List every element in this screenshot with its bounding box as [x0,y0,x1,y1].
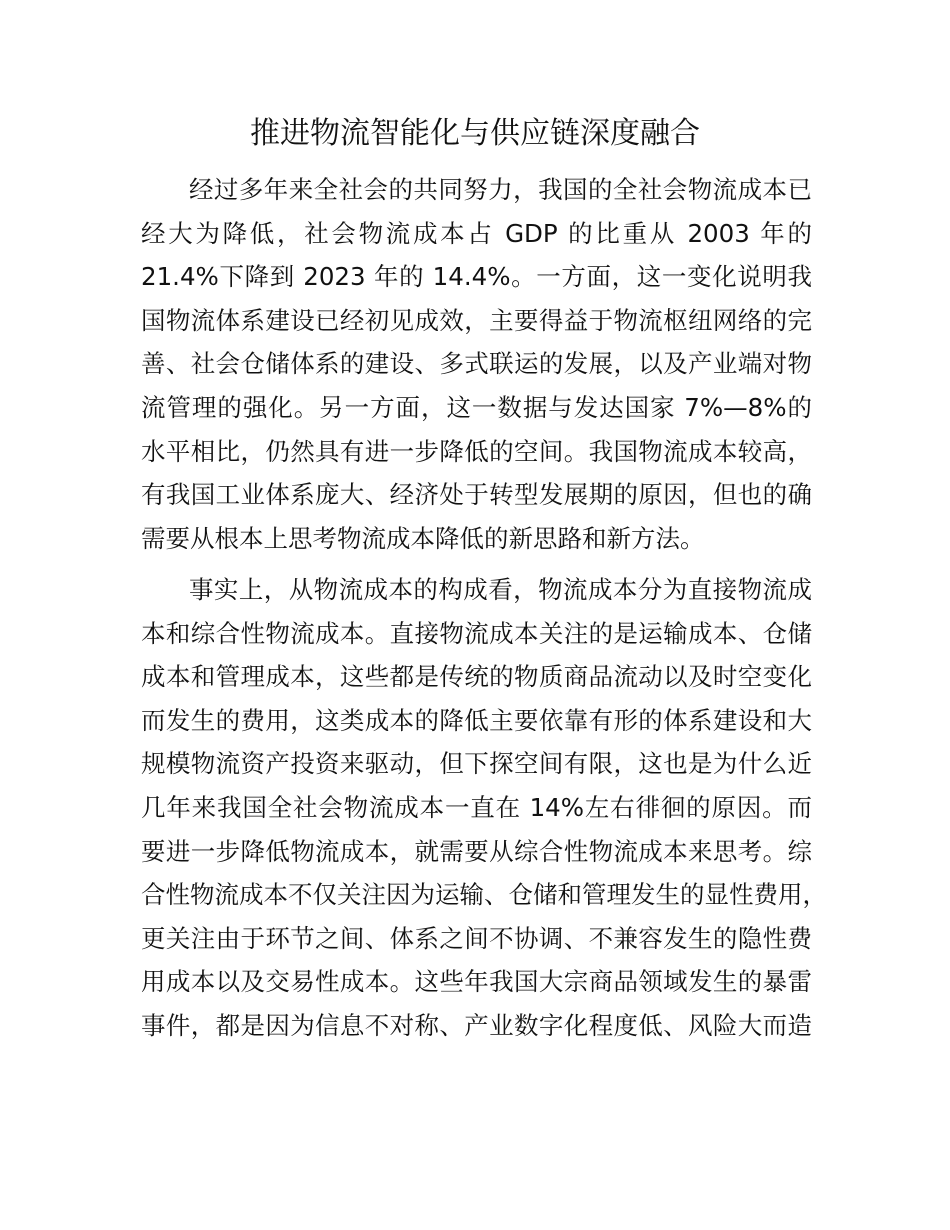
text-line: 水平相比，仍然具有进一步降低的空间。我国物流成本较高， [141,436,812,466]
paragraph-2 [141,568,827,1048]
text-line: 几年来我国全社会物流成本一直在 14%左右徘徊的原因。而 [141,792,812,822]
text-line: 更关注由于环节之间、体系之间不协调、不兼容发生的隐性费 [141,923,812,953]
text-line: 合性物流成本不仅关注因为运输、仓储和管理发生的显性费用， [141,880,827,910]
text-line: 21.4%下降到 2023 年的 14.4%。一方面，这一变化说明我 [141,262,812,292]
text-line: 事实上，从物流成本的构成看，物流成本分为直接物流成 [189,575,812,604]
text-line: 有我国工业体系庞大、经济处于转型发展期的原因，但也的确 [141,480,812,510]
text-line: 事件，都是因为信息不对称、产业数字化程度低、风险大而造 [141,1010,812,1040]
text-line: 经大为降低，社会物流成本占 GDP 的比重从 2003 年的 [141,218,812,248]
text-line: 经过多年来全社会的共同努力，我国的全社会物流成本已 [189,175,812,204]
text-line: 流管理的强化。另一方面，这一数据与发达国家 7%—8%的 [141,392,812,422]
text-line: 成本和管理成本，这些都是传统的物质商品流动以及时空变化 [141,662,812,692]
text-line: 用成本以及交易性成本。这些年我国大宗商品领域发生的暴雷 [141,967,812,997]
text-line: 国物流体系建设已经初见成效，主要得益于物流枢纽网络的完 [141,305,812,335]
text-line: 而发生的费用，这类成本的降低主要依靠有形的体系建设和大 [141,705,812,735]
paragraph-1 [141,168,812,560]
document-title: 推进物流智能化与供应链深度融合 [250,116,700,151]
text-line: 本和综合性物流成本。直接物流成本关注的是运输成本、仓储 [141,618,812,648]
text-line: 需要从根本上思考物流成本降低的新思路和新方法。 [141,523,705,553]
text-line: 要进一步降低物流成本，就需要从综合性物流成本来思考。综 [141,836,812,866]
text-line: 规模物流资产投资来驱动，但下探空间有限，这也是为什么近 [141,749,812,779]
text-line: 善、社会仓储体系的建设、多式联运的发展，以及产业端对物 [141,349,812,379]
